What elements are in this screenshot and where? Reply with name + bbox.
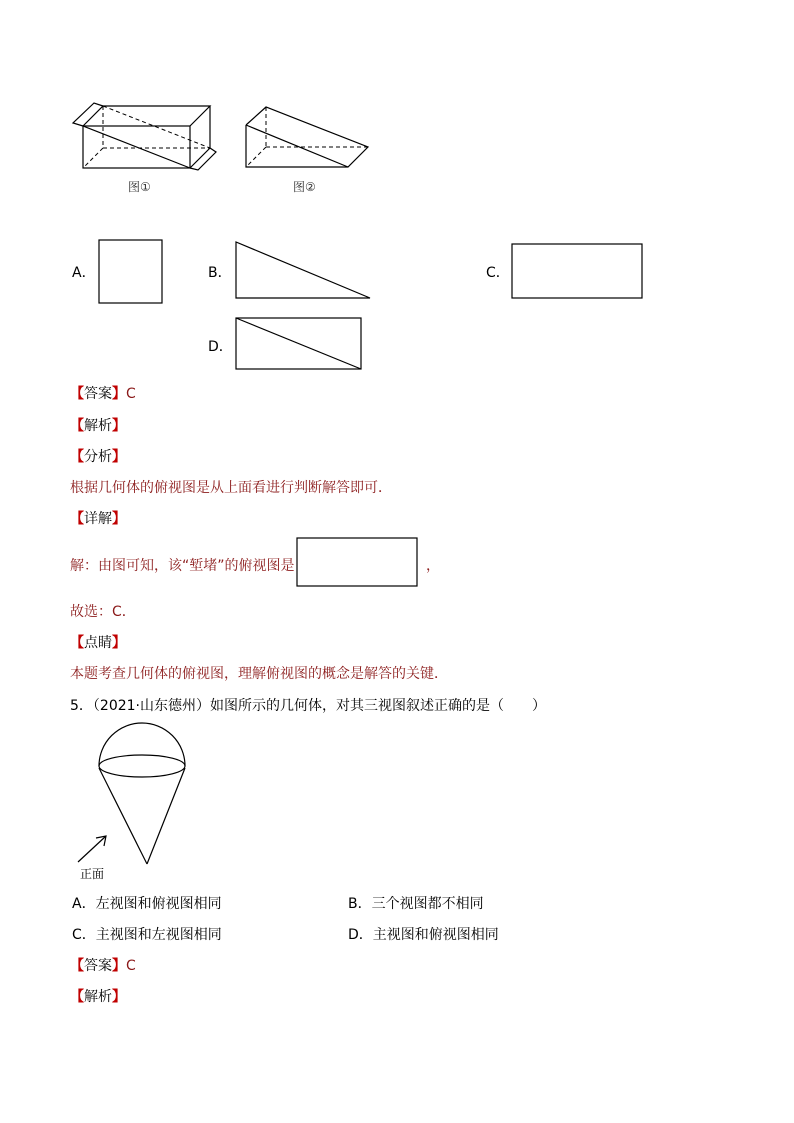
detail-heading-q4: 【详解】 bbox=[70, 511, 126, 527]
detail-tag: 详解 bbox=[84, 511, 112, 527]
answer-value: C bbox=[126, 386, 136, 402]
answer-value-q5: C bbox=[126, 958, 136, 974]
analysis-tag: 解析 bbox=[84, 418, 112, 434]
choice-text: 故选：C． bbox=[70, 604, 136, 620]
option-a-square-diagram bbox=[98, 239, 164, 305]
figure-1-box-diagram bbox=[70, 98, 220, 178]
option-c-rectangle-diagram bbox=[511, 243, 644, 300]
question-5-option-b: B．三个视图都不相同 bbox=[348, 896, 484, 912]
comment-text: 本题考查几何体的俯视图，理解俯视图的概念是解答的关键． bbox=[70, 666, 448, 682]
hemisphere-cone-diagram bbox=[72, 722, 202, 867]
option-a-label: A． bbox=[72, 265, 96, 281]
comment-heading-q4: 【点睛】 bbox=[70, 635, 126, 651]
option-b-triangle-diagram bbox=[235, 241, 373, 301]
analysis-tag-q5: 解析 bbox=[84, 989, 112, 1005]
option-d-label: D． bbox=[208, 339, 233, 355]
answer-tag: 答案 bbox=[84, 386, 112, 402]
front-view-label: 正面 bbox=[80, 867, 105, 881]
detail-top-view-rectangle bbox=[296, 537, 420, 588]
analysis-sub-heading-q4: 【分析】 bbox=[70, 449, 126, 465]
question-5-option-d: D．主视图和俯视图相同 bbox=[348, 927, 499, 943]
answer-line-q5: 【答案】C bbox=[70, 958, 136, 974]
option-b-label: B． bbox=[208, 265, 232, 281]
comment-tag: 点睛 bbox=[84, 635, 112, 651]
question-5-option-a: A．左视图和俯视图相同 bbox=[72, 896, 222, 912]
option-d-rectangle-diagonal-diagram bbox=[235, 317, 363, 371]
detail-text: 解：由图可知，该“堑堵”的俯视图是 bbox=[70, 558, 295, 574]
analysis-heading-q5: 【解析】 bbox=[70, 989, 126, 1005]
analysis-sub-tag: 分析 bbox=[84, 449, 112, 465]
question-5-option-c: C．主视图和左视图相同 bbox=[72, 927, 222, 943]
figure-1-caption: 图① bbox=[128, 180, 151, 194]
analysis-heading-q4: 【解析】 bbox=[70, 418, 126, 434]
detail-end-punct: ， bbox=[426, 558, 440, 574]
figure-2-caption: 图② bbox=[293, 180, 316, 194]
question-5-stem: 5．（2021·山东德州）如图所示的几何体，对其三视图叙述正确的是（ ） bbox=[70, 698, 546, 714]
analysis-text: 根据几何体的俯视图是从上面看进行判断解答即可． bbox=[70, 480, 392, 496]
answer-tag-q5: 答案 bbox=[84, 958, 112, 974]
option-c-label: C． bbox=[486, 265, 510, 281]
figure-2-prism-diagram bbox=[240, 103, 375, 173]
answer-line-q4: 【答案】C bbox=[70, 386, 136, 402]
